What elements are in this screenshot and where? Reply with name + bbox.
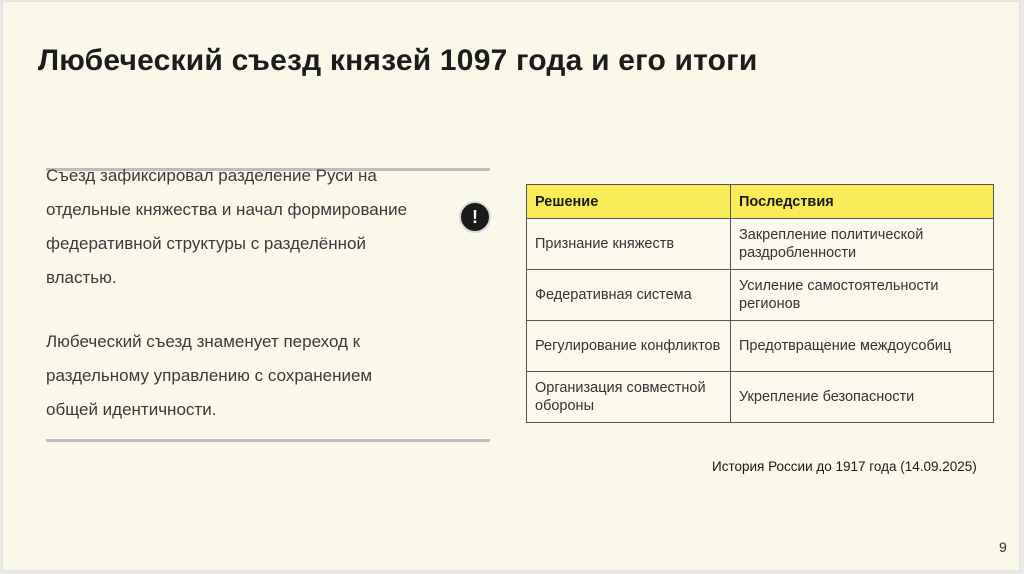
table-cell: Усиление самостоятельности регионов xyxy=(731,270,994,321)
divider-bottom xyxy=(46,439,490,442)
table-row xyxy=(527,219,994,270)
table-row xyxy=(527,321,994,372)
table-header-decision: Решение xyxy=(527,185,731,219)
slide xyxy=(2,1,1020,571)
page-number: 9 xyxy=(999,539,1007,555)
table-cell: Федеративная система xyxy=(527,270,731,321)
decisions-table xyxy=(526,184,994,423)
paragraph-1: Съезд зафиксировал разделение Руси на отдельные княжества и начал формирование федеративной структуры с разделённой властью. xyxy=(46,166,408,287)
table-row xyxy=(527,372,994,423)
table-cell: Регулирование конфликтов xyxy=(527,321,731,372)
table-header-row xyxy=(527,185,994,219)
table-row xyxy=(527,270,994,321)
table-header-consequences: Последствия xyxy=(731,185,994,219)
paragraph-2: Любеческий съезд знаменует переход к раздельному управлению с сохранением общей идентичности. xyxy=(46,332,373,419)
exclamation-circle-icon: ! xyxy=(459,201,491,233)
text-block xyxy=(46,159,426,457)
source-caption: История России до 1917 года (14.09.2025) xyxy=(712,459,977,474)
table-cell: Организация совместной обороны xyxy=(527,372,731,423)
slide-title: Любеческий съезд князей 1097 года и его итоги xyxy=(38,44,758,77)
table-cell: Предотвращение междоусобиц xyxy=(731,321,994,372)
table-cell: Признание княжеств xyxy=(527,219,731,270)
table-cell: Закрепление политической раздробленности xyxy=(731,219,994,270)
table-cell: Укрепление безопасности xyxy=(731,372,994,423)
